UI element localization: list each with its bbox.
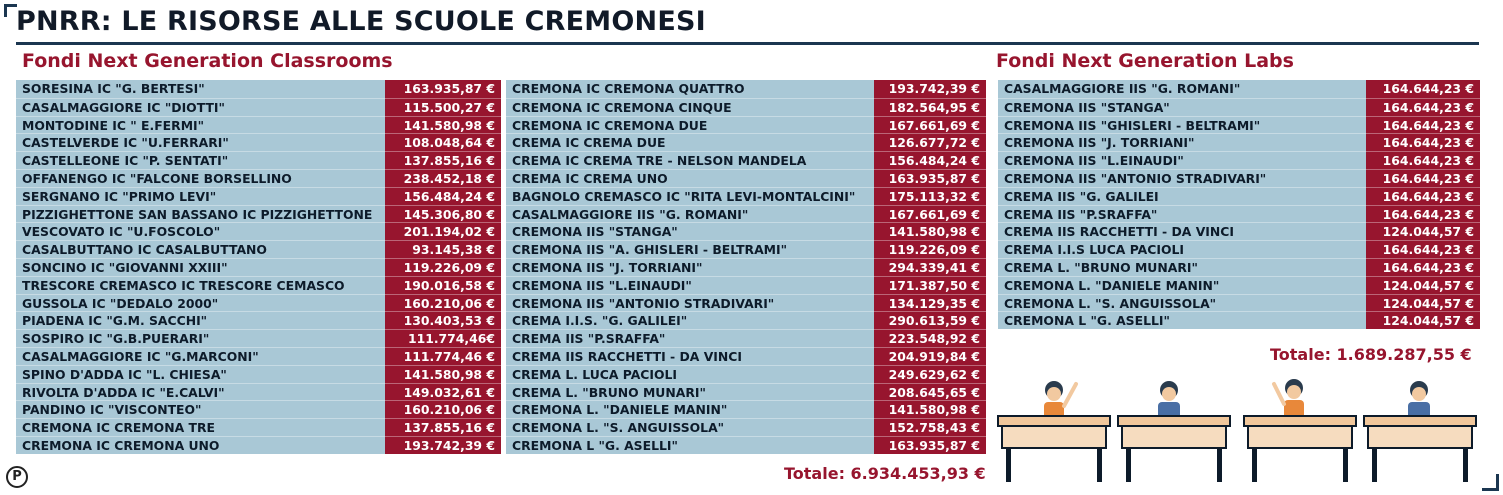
- lab-row: [998, 116, 1480, 134]
- school-name: CREMA IC CREMA TRE - NELSON MANDELA: [506, 151, 874, 169]
- funding-amount: 163.935,87 €: [874, 169, 986, 187]
- school-name: CREMONA L "G. ASELLI": [998, 311, 1366, 329]
- page-title: PNRR: LE RISORSE ALLE SCUOLE CREMONESI: [16, 6, 706, 37]
- funding-amount: 164.644,23 €: [1366, 169, 1480, 187]
- school-name: CREMONA IC CREMONA DUE: [506, 116, 874, 134]
- school-name: PIZZIGHETTONE SAN BASSANO IC PIZZIGHETTONE: [16, 205, 385, 223]
- school-name: CASTELVERDE IC "U.FERRARI": [16, 133, 385, 151]
- classroom-row: [16, 187, 501, 205]
- school-name: CREMONA IIS "A. GHISLERI - BELTRAMI": [506, 240, 874, 258]
- desk-1: [998, 416, 1110, 482]
- funding-amount: 124.044,57 €: [1366, 276, 1480, 294]
- funding-amount: 238.452,18 €: [385, 169, 501, 187]
- funding-amount: 126.677,72 €: [874, 133, 986, 151]
- funding-amount: 164.644,23 €: [1366, 80, 1480, 98]
- school-name: CREMONA IIS "ANTONIO STRADIVARI": [998, 169, 1366, 187]
- classroom-row: [506, 98, 986, 116]
- classroom-row: [506, 311, 986, 329]
- labs-table: [998, 80, 1480, 329]
- school-name: CREMA IIS RACCHETTI - DA VINCI: [998, 222, 1366, 240]
- classroom-row: [506, 347, 986, 365]
- school-name: CREMONA IIS "L.EINAUDI": [998, 151, 1366, 169]
- school-name: CREMONA L. "S. ANGUISSOLA": [506, 418, 874, 436]
- school-name: CREMONA L. "DANIELE MANIN": [506, 400, 874, 418]
- school-name: CASALMAGGIORE IC "DIOTTI": [16, 98, 385, 116]
- lab-row: [998, 133, 1480, 151]
- classroom-row: [16, 311, 501, 329]
- lab-row: [998, 98, 1480, 116]
- school-name: CREMONA L. "DANIELE MANIN": [998, 276, 1366, 294]
- desk-4: [1364, 416, 1476, 482]
- school-name: CREMONA L "G. ASELLI": [506, 436, 874, 454]
- school-name: CREMA IIS "P.SRAFFA": [998, 205, 1366, 223]
- classroom-row: [16, 205, 501, 223]
- school-name: CREMONA IIS "J. TORRIANI": [998, 133, 1366, 151]
- classroom-row: [16, 329, 501, 347]
- funding-amount: 149.032,61 €: [385, 383, 501, 401]
- classroom-row: [16, 151, 501, 169]
- lab-row: [998, 311, 1480, 329]
- classroom-row: [506, 365, 986, 383]
- desk-3: [1244, 416, 1356, 482]
- funding-amount: 163.935,87 €: [874, 436, 986, 454]
- classroom-row: [16, 383, 501, 401]
- funding-amount: 223.548,92 €: [874, 329, 986, 347]
- classrooms-total: Totale: 6.934.453,93 €: [784, 464, 986, 483]
- school-name: CASTELLEONE IC "P. SENTATI": [16, 151, 385, 169]
- funding-amount: 141.580,98 €: [385, 116, 501, 134]
- classroom-row: [506, 133, 986, 151]
- funding-amount: 164.644,23 €: [1366, 205, 1480, 223]
- lab-row: [998, 169, 1480, 187]
- funding-amount: 156.484,24 €: [385, 187, 501, 205]
- school-name: CASALMAGGIORE IIS "G. ROMANI": [1004, 81, 1241, 96]
- classroom-row: [506, 205, 986, 223]
- funding-amount: 108.048,64 €: [385, 133, 501, 151]
- school-name: GUSSOLA IC "DEDALO 2000": [16, 294, 385, 312]
- title-rule: [16, 42, 1479, 45]
- school-name: SOSPIRO IC "G.B.PUERARI": [16, 329, 385, 347]
- school-name: SONCINO IC "GIOVANNI XXIII": [16, 258, 385, 276]
- school-name: CREMONA IC CREMONA CINQUE: [506, 98, 874, 116]
- funding-amount: 160.210,06 €: [385, 400, 501, 418]
- classroom-row: [16, 133, 501, 151]
- funding-amount: 164.644,23 €: [1366, 116, 1480, 134]
- funding-amount: 124.044,57 €: [1366, 311, 1480, 329]
- classroom-row: [506, 400, 986, 418]
- school-name: OFFANENGO IC "FALCONE BORSELLINO: [16, 169, 385, 187]
- lab-row: [998, 222, 1480, 240]
- classroom-row: [506, 276, 986, 294]
- funding-amount: 137.855,16 €: [385, 151, 501, 169]
- school-name: CASALMAGGIORE IIS "G. ROMANI": [506, 205, 874, 223]
- funding-amount: 249.629,62 €: [874, 365, 986, 383]
- funding-amount: 175.113,32 €: [874, 187, 986, 205]
- school-name: CREMA L. "BRUNO MUNARI": [506, 383, 874, 401]
- school-name: CREMONA IC CREMONA UNO: [16, 436, 385, 454]
- publisher-logo-icon: P: [6, 466, 28, 488]
- funding-amount: 134.129,35 €: [874, 294, 986, 312]
- school-name: SORESINA IC "G. BERTESI": [22, 81, 205, 96]
- funding-amount: 119.226,09 €: [874, 240, 986, 258]
- classroom-row: [16, 240, 501, 258]
- classroom-row: [506, 418, 986, 436]
- funding-amount: 167.661,69 €: [874, 116, 986, 134]
- school-name: CREMA I.I.S LUCA PACIOLI: [998, 240, 1366, 258]
- funding-amount: 141.580,98 €: [874, 400, 986, 418]
- school-name: VESCOVATO IC "U.FOSCOLO": [16, 222, 385, 240]
- school-name: SERGNANO IC "PRIMO LEVI": [16, 187, 385, 205]
- school-name: CREMA IIS "P.SRAFFA": [506, 329, 874, 347]
- classroom-row: [16, 400, 501, 418]
- funding-amount: 111.774,46 €: [385, 347, 501, 365]
- school-name: CREMA L. LUCA PACIOLI: [506, 365, 874, 383]
- funding-amount: 141.580,98 €: [385, 365, 501, 383]
- school-name: PIADENA IC "G.M. SACCHI": [16, 311, 385, 329]
- school-name: BAGNOLO CREMASCO IC "RITA LEVI-MONTALCINI": [506, 187, 874, 205]
- lab-row: [998, 205, 1480, 223]
- funding-amount: 164.644,23 €: [1366, 187, 1480, 205]
- classroom-row: [16, 222, 501, 240]
- funding-amount: 124.044,57 €: [1366, 294, 1480, 312]
- funding-amount: 119.226,09 €: [385, 258, 501, 276]
- classroom-row: [16, 80, 501, 98]
- school-name: TRESCORE CREMASCO IC TRESCORE CEMASCO: [16, 276, 385, 294]
- school-name: PANDINO IC "VISCONTEO": [16, 400, 385, 418]
- desk-2: [1118, 416, 1230, 482]
- classroom-row: [506, 329, 986, 347]
- school-name: CREMONA IIS "ANTONIO STRADIVARI": [506, 294, 874, 312]
- classroom-row: [16, 436, 501, 454]
- school-name: CREMA IIS RACCHETTI - DA VINCI: [506, 347, 874, 365]
- funding-amount: 164.644,23 €: [1366, 151, 1480, 169]
- classroom-row: [16, 276, 501, 294]
- funding-amount: 115.500,27 €: [385, 98, 501, 116]
- classroom-row: [506, 169, 986, 187]
- classroom-row: [506, 187, 986, 205]
- classroom-row: [16, 347, 501, 365]
- lab-row: [998, 258, 1480, 276]
- funding-amount: 156.484,24 €: [874, 151, 986, 169]
- classroom-row: [16, 418, 501, 436]
- funding-amount: 164.644,23 €: [1366, 133, 1480, 151]
- school-name: RIVOLTA D'ADDA IC "E.CALVI": [16, 383, 385, 401]
- funding-amount: 164.644,23 €: [1366, 98, 1480, 116]
- funding-amount: 294.339,41 €: [874, 258, 986, 276]
- school-name: CREMA IIS "G. GALILEI: [998, 187, 1366, 205]
- funding-amount: 160.210,06 €: [385, 294, 501, 312]
- classroom-row: [506, 294, 986, 312]
- funding-amount: 93.145,38 €: [385, 240, 501, 258]
- classroom-row: [16, 169, 501, 187]
- funding-amount: 145.306,80 €: [385, 205, 501, 223]
- school-name: CREMONA IIS "L.EINAUDI": [506, 276, 874, 294]
- classroom-row: [506, 240, 986, 258]
- classroom-row: [506, 151, 986, 169]
- funding-amount: 152.758,43 €: [874, 418, 986, 436]
- school-name: CREMONA L. "S. ANGUISSOLA": [998, 294, 1366, 312]
- funding-amount: 193.742,39 €: [385, 436, 501, 454]
- classroom-row: [506, 258, 986, 276]
- labs-total: Totale: 1.689.287,55 €: [1270, 345, 1472, 364]
- school-name: CASALMAGGIORE IC "G.MARCONI": [16, 347, 385, 365]
- classroom-row: [16, 116, 501, 134]
- school-name: CREMA IC CREMA DUE: [506, 133, 874, 151]
- school-name: CREMONA IIS "GHISLERI - BELTRAMI": [998, 116, 1366, 134]
- funding-amount: 141.580,98 €: [874, 222, 986, 240]
- lab-row: [998, 240, 1480, 258]
- funding-amount: 182.564,95 €: [874, 98, 986, 116]
- funding-amount: 190.016,58 €: [385, 276, 501, 294]
- funding-amount: 137.855,16 €: [385, 418, 501, 436]
- lab-row: [998, 294, 1480, 312]
- lab-row: [998, 187, 1480, 205]
- classroom-row: [506, 436, 986, 454]
- classrooms-table-right: [506, 80, 986, 454]
- funding-amount: 111.774,46€: [385, 329, 501, 347]
- school-name: CREMA L. "BRUNO MUNARI": [998, 258, 1366, 276]
- school-name: CASALBUTTANO IC CASALBUTTANO: [16, 240, 385, 258]
- funding-amount: 208.645,65 €: [874, 383, 986, 401]
- funding-amount: 163.935,87 €: [385, 80, 501, 98]
- funding-amount: 171.387,50 €: [874, 276, 986, 294]
- funding-amount: 201.194,02 €: [385, 222, 501, 240]
- school-name: MONTODINE IC " E.FERMI": [16, 116, 385, 134]
- funding-amount: 204.919,84 €: [874, 347, 986, 365]
- school-name: CREMA IC CREMA UNO: [506, 169, 874, 187]
- classroom-row: [16, 365, 501, 383]
- classrooms-heading: Fondi Next Generation Classrooms: [22, 50, 393, 72]
- classroom-illustration: [994, 372, 1480, 484]
- school-name: CREMONA IC CREMONA TRE: [16, 418, 385, 436]
- classroom-row: [16, 294, 501, 312]
- classroom-row: [506, 80, 986, 98]
- school-name: CREMONA IIS "STANGA": [998, 98, 1366, 116]
- labs-heading: Fondi Next Generation Labs: [996, 50, 1294, 72]
- classroom-row: [506, 383, 986, 401]
- classrooms-table-left: [16, 80, 501, 454]
- funding-amount: 167.661,69 €: [874, 205, 986, 223]
- funding-amount: 124.044,57 €: [1366, 222, 1480, 240]
- funding-amount: 130.403,53 €: [385, 311, 501, 329]
- classroom-row: [506, 222, 986, 240]
- school-name: CREMA I.I.S. "G. GALILEI": [506, 311, 874, 329]
- school-name: CREMONA IIS "STANGA": [506, 222, 874, 240]
- classroom-row: [16, 258, 501, 276]
- school-name: CREMONA IIS "J. TORRIANI": [506, 258, 874, 276]
- lab-row: [998, 151, 1480, 169]
- school-name: CREMONA IC CREMONA QUATTRO: [512, 81, 745, 96]
- school-name: SPINO D'ADDA IC "L. CHIESA": [16, 365, 385, 383]
- funding-amount: 164.644,23 €: [1366, 240, 1480, 258]
- classroom-row: [506, 116, 986, 134]
- funding-amount: 290.613,59 €: [874, 311, 986, 329]
- lab-row: [998, 80, 1480, 98]
- funding-amount: 193.742,39 €: [874, 80, 986, 98]
- classroom-row: [16, 98, 501, 116]
- lab-row: [998, 276, 1480, 294]
- corner-mark-bottom-right: [1482, 474, 1499, 491]
- funding-amount: 164.644,23 €: [1366, 258, 1480, 276]
